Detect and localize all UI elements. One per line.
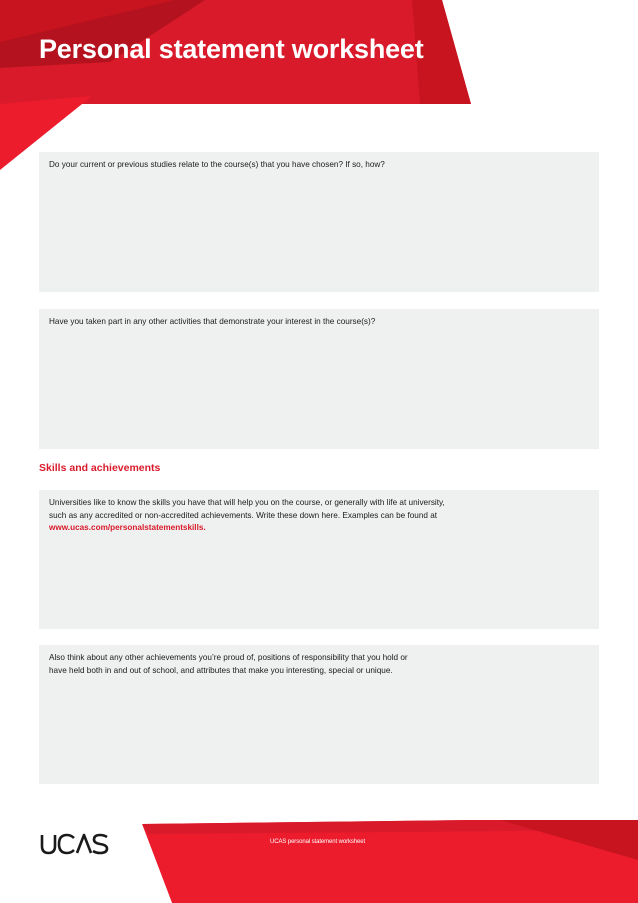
skills-section-heading: Skills and achievements [39, 462, 161, 474]
question-box-achievements[interactable] [39, 645, 599, 784]
question-box-activities[interactable] [39, 309, 599, 449]
question-text: Have you taken part in any other activities that demonstrate your interest in the course(s)? [49, 317, 376, 326]
question-text-line: have held both in and out of school, and attributes that make you interesting, special or unique. [49, 665, 393, 675]
question-text: Do your current or previous studies relate to the course(s) that you have chosen? If so, how? [49, 160, 385, 169]
page-title: Personal statement worksheet [39, 34, 424, 64]
skills-link[interactable]: www.ucas.com/personalstatementskills. [49, 523, 206, 532]
footer-caption: UCAS personal statement worksheet [270, 839, 366, 845]
question-box-studies[interactable] [39, 152, 599, 292]
question-text-line: Universities like to know the skills you have that will help you on the course, or generally with life at university, [49, 498, 445, 507]
question-box-skills[interactable] [39, 490, 599, 629]
question-text-line: Also think about any other achievements you’re proud of, positions of responsibility that you hold or [49, 653, 408, 662]
ucas-logo [40, 833, 110, 855]
question-text-line: such as any accredited or non-accredited achievements. Write these down here. Examples can be found at [49, 510, 438, 520]
